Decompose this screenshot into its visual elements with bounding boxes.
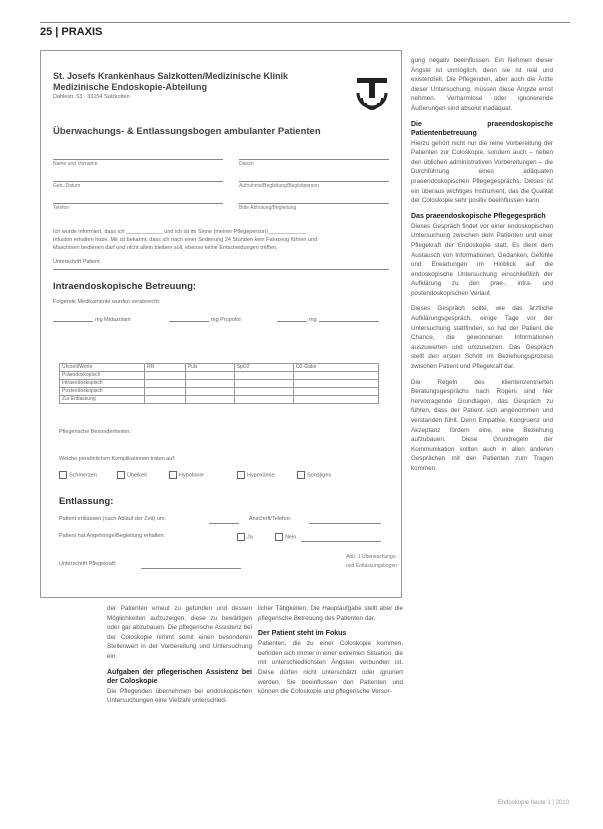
paragraph: Hierzu gehört nicht nur die reine Vorbereitung der Patienten zur Coloskopie, sondern auch – neben den üblichen administrativen Vorbereitungen – die Durchführung eines adäquaten praeendoskopischen Pflegegesprächs. Dieses ist ein überaus wichtiges Instrument, das die Qualität der Coloskopie sehr positiv beeinflussen kann. [411,139,553,205]
table-header-cell: Puls [185,364,234,372]
discharge-yes: Ja [237,533,253,541]
nurse-notes-label: Pflegerische Besonderheiten: [59,429,131,435]
field-responsible-label: Aufnahme/Begleitung/Begleitperson [239,183,319,189]
complications-prompt: Welche persönlichen Komplikationen traten auf: [59,456,176,462]
field-line [301,541,381,542]
intra-prompt: Folgende Medikamente wurden verabreicht: [53,299,161,305]
dose-line [169,321,209,322]
checkbox[interactable] [169,471,177,479]
field-line [53,159,223,160]
header-rule [40,22,570,23]
discharge-line-1: Patient entlassen (nach Ablauf der Zeit) um: [59,516,167,522]
table-header-row [60,364,379,372]
checkbox[interactable] [275,533,283,541]
field-line [239,159,389,160]
paragraph: licher Tätigkeiten. Die Hauptaufgabe stellt aber die pflegerische Betreuung des Patienten dar. [258,605,403,622]
field-line [141,568,241,569]
paragraph: gung negativ beeinflussen. Ein Nehmen dieser Ängste ist unmöglich, denn sie ist real und existenziell. Die Pflegenden, aber auch die Ärzte dieser Untersuchung, müssen diese Ängste ernst nehmen. Verharmlose oder ignorierende Äußerungen sind absolut inadäquat. [411,57,553,112]
divider [53,269,389,270]
checkbox[interactable] [297,471,305,479]
table-row [60,380,379,388]
med-other: mg [309,317,317,323]
complication-option: Übelkeit [117,471,147,479]
paragraph: Dieses Gespräch findet vor einer endoskopischen Untersuchung zwischen dem Patienten und einer Pflegekraft der Endoskopie statt. Es dient dem Austausch von Informationen, Gedanken, Gefühle und Erwartungen im Hinblick auf die endoskopische Untersuchung einschließlich der Aufklärung zu den prae-, intra- und postendoskopischen Verlauf. [411,222,553,297]
row-label: Zur Entlassung [60,396,145,404]
page-header: 25 | PRAXIS [40,26,103,38]
caption-line: und Entlassungsbogen [346,563,397,569]
complication-option: Hypotonie [169,471,204,479]
complication-option: Hypoxämie [237,471,275,479]
table-row [60,372,379,380]
med-propofol: mg Propofol [211,317,241,323]
row-label: Postendoskopisch [60,388,145,396]
table-header-cell: Uhrzeit/Werte [60,364,145,372]
checkbox[interactable] [237,471,245,479]
nurse-signature-label: Unterschrift Pflegekraft: [59,561,117,567]
table-row [60,388,379,396]
checkbox[interactable] [237,533,245,541]
field-line [309,523,381,524]
dose-line [277,321,307,322]
body-column-right [411,56,553,480]
dose-line [53,321,93,322]
table-row [60,396,379,404]
section-heading: Das praeendoskopische Pflegegespräch [411,212,546,220]
form-hospital: St. Josefs Krankenhaus Salzkotten/Medizinische Klinik [53,71,289,81]
table-header-cell: O2-Gabe [293,364,378,372]
consent-line-2: Infusion erhalten habe. Mir ist bekannt, dass ich nach einer Sedierung 24 Stunden kein Fahrzeug führen und [53,237,318,243]
paragraph: Dieses Gespräch sollte, wie das ärztliche Aufklärungsgespräch, einige Tage vor der Untersuchung stattfinden, so hat der Patient die Chance, die gewonnenen Informationen auszuwerten und umzusetzen. Das Gespräch stellt den ersten Schritt im Beziehungsprozess zwischen Patient und Pflegekraft dar. [411,305,553,371]
field-line [209,523,239,524]
form-address: Dahlestr. 53 · 33154 Salzkotten [53,94,130,100]
table-header-cell: RR [145,364,186,372]
body-column-left [107,604,252,712]
row-label: Präendoskopisch [60,372,145,380]
dose-line [319,321,379,322]
hospital-logo-icon [353,73,391,111]
paragraph: der Patienten erneut zu gefunden und dessen Möglichkeiten aufzuzeigen, diese zu bewältigen oder gar abzubauen. Die pflegerische Assistenz bei der Coloskopie nimmt somit einen besonderen Stellenwert in der Vorbereitung und Untersuchung ein. [107,605,252,660]
intra-heading: Intraendoskopische Betreuung: [53,281,197,292]
field-date-label: Datum [239,161,254,167]
consent-line-3: Maschinen bedienen darf und nicht allein bleiben soll, ebenso keine Entscheidungen treffen. [53,245,278,251]
form-figure [40,50,402,598]
discharge-line-1b: Anschrift/Telefon: [249,516,292,522]
consent-line-1: Ich wurde informiert, dass ich ____________ und ich ist im Sinne (meiner Pflegeperson) ____________ [53,229,307,235]
page-footer: Endoskopie heute 1 | 2010 [497,800,569,806]
field-line [239,181,389,182]
caption-line: Abb. 1 Überwachungs- [346,554,397,560]
row-label: Intraendoskopisch [60,380,145,388]
med-midazolam: mg Midazolam [95,317,131,323]
vitals-table [59,363,379,404]
field-address-label: Bitte Abholung/Begleitung [239,205,297,211]
field-line [239,203,389,204]
section-heading: Der Patient steht im Fokus [258,630,347,638]
form-title: Überwachungs- & Entlassungsbogen ambulanter Patienten [53,126,321,137]
discharge-heading: Entlassung: [59,496,114,507]
complication-option: Schmerzen [59,471,97,479]
form-department: Medizinische Endoskopie-Abteilung [53,82,208,92]
body-column-middle [258,604,403,703]
checkbox[interactable] [59,471,67,479]
figure-caption [313,553,397,571]
paragraph: Die Pflegenden übernehmen bei endoskopischen Untersuchungen eine Vielzahl unterschied- [107,687,252,705]
discharge-no: Nein [275,533,296,541]
checkbox[interactable] [117,471,125,479]
section-heading: Die praeendoskopische Patientenbetreuung [411,120,553,137]
patient-signature-label: Unterschrift Patient [53,259,100,265]
field-line [53,181,223,182]
paragraph: Patienten, die zu einer Coloskopie kommen, befinden sich immer in einer extremen Situation, die mit unterschiedlichsten Ängsten verbunden ist. Diese dürfen nicht unterschätzt oder ignoriert werden. Sie beeinflussen den Patienten und können die Coloskopie und pflegerische Versor- [258,640,403,696]
table-header-cell: SpO2 [234,364,293,372]
field-telephone-label: Telefon [53,205,70,211]
complication-option: Sonstiges [297,471,331,479]
field-name-label: Name und Vorname [53,161,98,167]
discharge-line-2: Patient hat Angehörige/Begleitung erhalten: [59,533,166,539]
paragraph: Die Regeln des klientenzentrierten Beratungsgesprächs nach Rogers sind hier hervorragende Grundlagen, das Gespräch zu führen, dass der Patient sich angenommen und verstanden fühlt. Denn Empathie, Kongruenz und Akzeptanz fördern eine, eine Beziehung aufzubauen. Diese Grundregeln der Kommunikation sollten auch in allen anderen Gesprächen mit den Patienten zum Tragen kommen. [411,378,553,472]
section-heading: Aufgaben der pflegerischen Assistenz bei der Coloskopie [107,668,252,685]
field-birth-label: Geb.-Datum [53,183,81,189]
field-line [53,203,223,204]
